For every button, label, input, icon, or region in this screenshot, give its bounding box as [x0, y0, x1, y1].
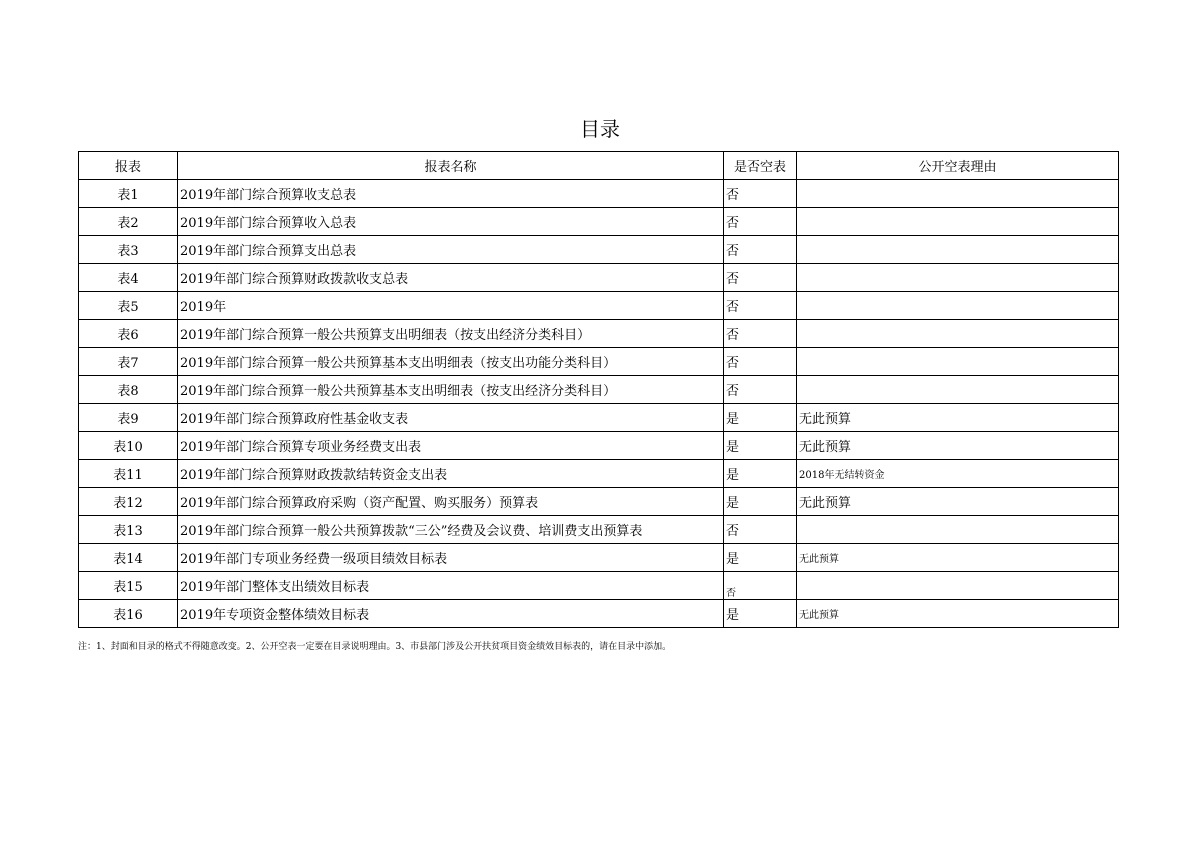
report-name: 2019年部门综合预算一般公共预算拨款“三公”经费及会议费、培训费支出预算表 [178, 516, 724, 544]
table-row [79, 320, 1119, 348]
report-name: 2019年专项资金整体绩效目标表 [178, 600, 724, 628]
table-row [79, 432, 1119, 460]
report-no: 表7 [79, 348, 178, 376]
table-row [79, 208, 1119, 236]
is-empty: 否 [724, 236, 797, 264]
report-no: 表1 [79, 180, 178, 208]
report-no: 表2 [79, 208, 178, 236]
report-name: 2019年部门综合预算支出总表 [178, 236, 724, 264]
is-empty: 是 [724, 488, 797, 516]
catalog-table [78, 151, 1119, 628]
is-empty: 是 [724, 544, 797, 572]
is-empty: 否 [724, 376, 797, 404]
is-empty: 否 [724, 180, 797, 208]
header-empty-reason: 公开空表理由 [797, 152, 1119, 180]
page-title: 目录 [580, 117, 620, 141]
table-row [79, 348, 1119, 376]
is-empty: 否 [724, 516, 797, 544]
report-no: 表8 [79, 376, 178, 404]
empty-reason [797, 376, 1119, 404]
report-no: 表3 [79, 236, 178, 264]
table-row [79, 460, 1119, 488]
empty-reason: 无此预算 [797, 544, 1119, 572]
table-row [79, 600, 1119, 628]
empty-reason [797, 292, 1119, 320]
table-row [79, 292, 1119, 320]
report-name: 2019年部门综合预算政府性基金收支表 [178, 404, 724, 432]
empty-reason: 无此预算 [797, 488, 1119, 516]
report-name: 2019年部门综合预算政府采购（资产配置、购买服务）预算表 [178, 488, 724, 516]
report-name: 2019年部门专项业务经费一级项目绩效目标表 [178, 544, 724, 572]
table-row [79, 404, 1119, 432]
is-empty: 是 [724, 432, 797, 460]
report-name: 2019年部门综合预算专项业务经费支出表 [178, 432, 724, 460]
empty-reason [797, 236, 1119, 264]
empty-reason: 无此预算 [797, 404, 1119, 432]
table-row [79, 180, 1119, 208]
empty-reason [797, 516, 1119, 544]
table-row [79, 572, 1119, 600]
report-no: 表9 [79, 404, 178, 432]
table-header-row [79, 152, 1119, 180]
empty-reason: 2018年无结转资金 [797, 460, 1119, 488]
report-no: 表16 [79, 600, 178, 628]
is-empty: 否 [724, 320, 797, 348]
header-report-no: 报表 [79, 152, 178, 180]
is-empty: 否 [724, 208, 797, 236]
report-no: 表5 [79, 292, 178, 320]
is-empty: 否 [724, 572, 797, 600]
empty-reason [797, 572, 1119, 600]
report-no: 表15 [79, 572, 178, 600]
report-no: 表12 [79, 488, 178, 516]
table-row [79, 376, 1119, 404]
header-is-empty: 是否空表 [724, 152, 797, 180]
is-empty: 否 [724, 348, 797, 376]
empty-reason: 无此预算 [797, 432, 1119, 460]
footnote: 注：1、封面和目录的格式不得随意改变。2、公开空表一定要在目录说明理由。3、市县部门涉及公开扶贫项目资金绩效目标表的，请在目录中添加。 [78, 642, 672, 652]
empty-reason [797, 320, 1119, 348]
table-row [79, 236, 1119, 264]
table-row [79, 264, 1119, 292]
report-name: 2019年部门综合预算财政拨款结转资金支出表 [178, 460, 724, 488]
report-no: 表6 [79, 320, 178, 348]
empty-reason [797, 264, 1119, 292]
report-name: 2019年 [178, 292, 724, 320]
is-empty: 是 [724, 404, 797, 432]
report-no: 表10 [79, 432, 178, 460]
empty-reason: 无此预算 [797, 600, 1119, 628]
report-name: 2019年部门综合预算收支总表 [178, 180, 724, 208]
report-name: 2019年部门综合预算财政拨款收支总表 [178, 264, 724, 292]
table-row [79, 488, 1119, 516]
empty-reason [797, 180, 1119, 208]
table-row [79, 516, 1119, 544]
report-no: 表13 [79, 516, 178, 544]
report-name: 2019年部门综合预算一般公共预算基本支出明细表（按支出功能分类科目） [178, 348, 724, 376]
report-no: 表11 [79, 460, 178, 488]
report-name: 2019年部门综合预算一般公共预算支出明细表（按支出经济分类科目） [178, 320, 724, 348]
is-empty: 否 [724, 292, 797, 320]
table-row [79, 544, 1119, 572]
report-no: 表4 [79, 264, 178, 292]
report-name: 2019年部门综合预算收入总表 [178, 208, 724, 236]
is-empty: 否 [724, 264, 797, 292]
report-no: 表14 [79, 544, 178, 572]
report-name: 2019年部门整体支出绩效目标表 [178, 572, 724, 600]
report-name: 2019年部门综合预算一般公共预算基本支出明细表（按支出经济分类科目） [178, 376, 724, 404]
header-report-name: 报表名称 [178, 152, 724, 180]
empty-reason [797, 208, 1119, 236]
empty-reason [797, 348, 1119, 376]
is-empty: 是 [724, 460, 797, 488]
is-empty: 是 [724, 600, 797, 628]
